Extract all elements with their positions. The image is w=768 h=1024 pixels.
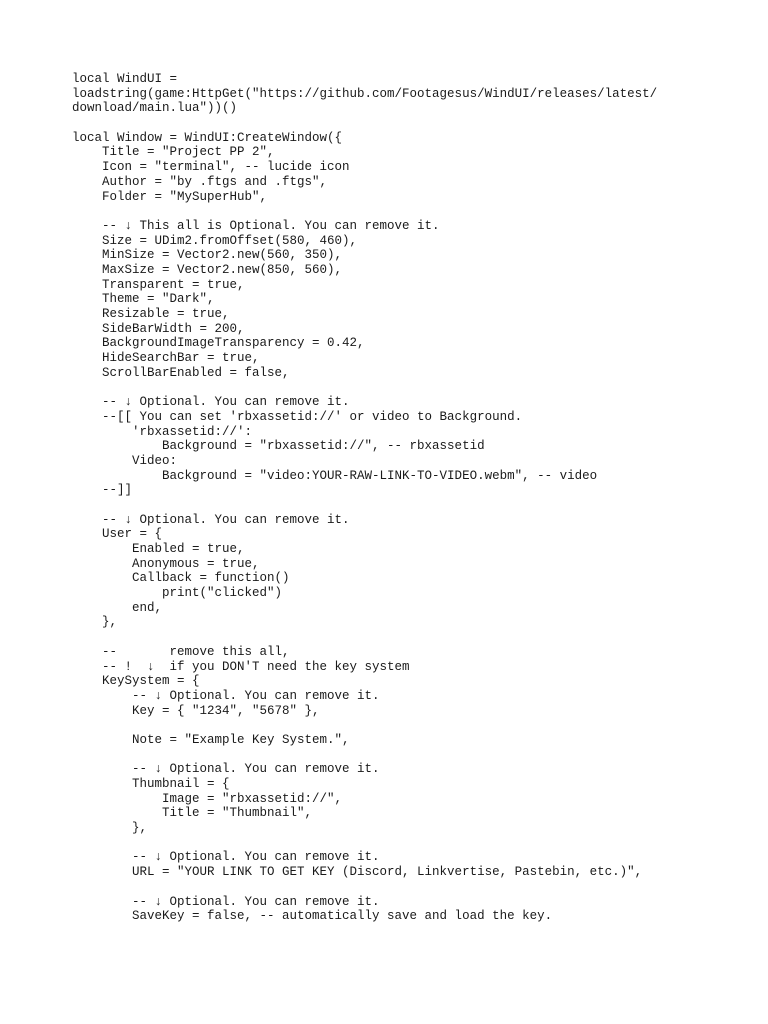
code-line: SaveKey = false, -- automatically save and load the key. [72, 909, 553, 924]
code-line: -- ↓ Optional. You can remove it. [72, 762, 380, 777]
code-line: download/main.lua"))() [72, 101, 238, 116]
code-line: Background = "rbxassetid://", -- rbxassetid [72, 439, 485, 454]
code-line: URL = "YOUR LINK TO GET KEY (Discord, Linkvertise, Pastebin, etc.)", [72, 865, 643, 880]
code-line: -- ↓ Optional. You can remove it. [72, 894, 380, 909]
code-line: -- ↓ This all is Optional. You can remove it. [72, 218, 440, 233]
code-line [72, 880, 712, 895]
code-line [72, 630, 712, 645]
code-line [72, 380, 712, 395]
code-line: --]] [72, 483, 133, 498]
code-line: Title = "Project PP 2", [72, 145, 275, 160]
code-line: ScrollBarEnabled = false, [72, 365, 290, 380]
code-line: Theme = "Dark", [72, 292, 215, 307]
code-line: Title = "Thumbnail", [72, 806, 313, 821]
code-line: -- remove this all, [72, 644, 290, 659]
code-line: Enabled = true, [72, 542, 245, 556]
code-line: Folder = "MySuperHub", [72, 189, 268, 204]
code-line: Anonymous = true, [72, 556, 260, 571]
code-line: SideBarWidth = 200, [72, 321, 245, 336]
code-line: Key = { "1234", "5678" }, [72, 703, 320, 718]
code-line: -- ↓ Optional. You can remove it. [72, 688, 380, 703]
code-line: Icon = "terminal", -- lucide icon [72, 160, 350, 175]
code-line: }, [72, 821, 148, 836]
code-line [72, 498, 712, 513]
code-line: BackgroundImageTransparency = 0.42, [72, 336, 365, 351]
code-line: Author = "by .ftgs and .ftgs", [72, 174, 328, 189]
code-line: end, [72, 600, 163, 615]
code-line: Callback = function() [72, 571, 290, 586]
code-line: -- ↓ Optional. You can remove it. [72, 850, 380, 865]
code-line: loadstring(game:HttpGet("https://github.com/Footagesus/WindUI/releases/latest/ [72, 86, 658, 101]
code-line: local WindUI = [72, 72, 178, 86]
code-line [72, 748, 712, 763]
code-line: --[[ You can set 'rbxassetid://' or video to Background. [72, 409, 523, 424]
code-line: HideSearchBar = true, [72, 351, 260, 366]
code-line: }, [72, 615, 118, 630]
code-line: -- ! ↓ if you DON'T need the key system [72, 659, 410, 674]
code-line: Transparent = true, [72, 277, 245, 292]
code-line: print("clicked") [72, 586, 283, 601]
code-line: Background = "video:YOUR-RAW-LINK-TO-VIDEO.webm", -- video [72, 468, 598, 483]
code-line: MaxSize = Vector2.new(850, 560), [72, 262, 343, 277]
code-line: 'rbxassetid://': [72, 424, 253, 439]
code-line [72, 204, 712, 219]
code-line: -- ↓ Optional. You can remove it. [72, 395, 350, 410]
code-line: -- ↓ Optional. You can remove it. [72, 512, 350, 527]
code-line [72, 116, 712, 131]
code-line: Video: [72, 453, 178, 468]
code-line [72, 718, 712, 733]
code-line [72, 836, 712, 851]
code-line: KeySystem = { [72, 674, 200, 689]
code-line: MinSize = Vector2.new(560, 350), [72, 248, 343, 263]
code-line: Size = UDim2.fromOffset(580, 460), [72, 233, 358, 248]
code-line: User = { [72, 527, 163, 542]
code-line: local Window = WindUI:CreateWindow({ [72, 130, 343, 145]
code-line: Thumbnail = { [72, 777, 230, 791]
code-block [72, 72, 712, 924]
code-line: Note = "Example Key System.", [72, 732, 350, 747]
code-line: Resizable = true, [72, 307, 230, 321]
code-line: Image = "rbxassetid://", [72, 791, 343, 806]
